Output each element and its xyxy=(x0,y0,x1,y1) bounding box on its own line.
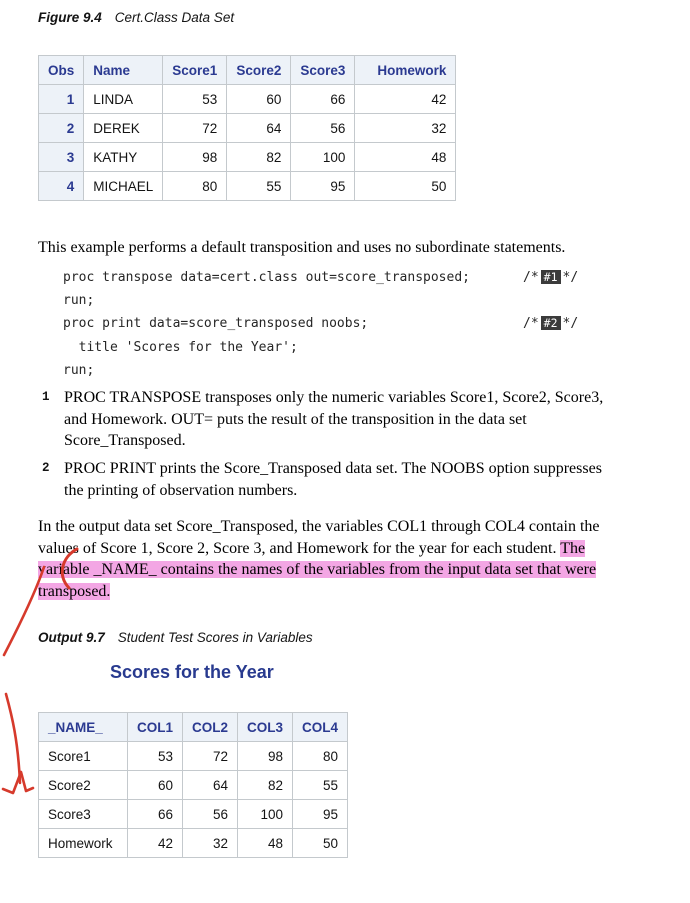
table-cell: 48 xyxy=(238,829,293,858)
code-line xyxy=(63,266,663,289)
table-row xyxy=(39,742,348,771)
annotation-down-arrowhead xyxy=(3,772,33,793)
result-paragraph xyxy=(38,516,600,602)
table-cell: 42 xyxy=(355,85,456,114)
table-cell: 42 xyxy=(128,829,183,858)
column-header: COL2 xyxy=(183,713,238,742)
code-line xyxy=(63,336,663,359)
column-header: Obs xyxy=(39,56,84,85)
table-cell: 66 xyxy=(291,85,355,114)
annotation-curved-line-lower xyxy=(6,694,20,783)
list-number: 2 xyxy=(42,461,50,475)
table-row xyxy=(39,771,348,800)
table-cell: 50 xyxy=(293,829,348,858)
paragraph-line xyxy=(38,516,600,538)
table-cell: 48 xyxy=(355,143,456,172)
output-caption-label: Output 9.7 xyxy=(38,630,105,645)
explanation-item-1 xyxy=(42,387,672,452)
table-cell: 80 xyxy=(163,172,227,201)
column-header: COL4 xyxy=(293,713,348,742)
table-cell: 95 xyxy=(293,800,348,829)
table-header-row xyxy=(39,713,348,742)
table-cell: 1 xyxy=(39,85,84,114)
column-header: Score2 xyxy=(227,56,291,85)
table-row xyxy=(39,172,456,201)
table-cell: Score3 xyxy=(39,800,128,829)
list-text-line: PROC PRINT prints the Score_Transposed data set. The NOOBS option suppresses xyxy=(64,460,602,477)
table-cell: 50 xyxy=(355,172,456,201)
column-header: Homework xyxy=(355,56,456,85)
paragraph-line xyxy=(38,538,600,560)
list-item-text xyxy=(64,458,672,501)
list-number: 1 xyxy=(42,390,50,404)
paragraph-line xyxy=(38,581,600,603)
figure-caption xyxy=(38,10,234,25)
table-cell: 98 xyxy=(238,742,293,771)
table-cell: 56 xyxy=(183,800,238,829)
paragraph-text: In the output data set Score_Transposed, the variables COL1 through COL4 contain the xyxy=(38,518,600,535)
table-cell: MICHAEL xyxy=(84,172,163,201)
explanation-item-2 xyxy=(42,458,672,501)
code-line xyxy=(63,359,663,382)
table-cell: Score2 xyxy=(39,771,128,800)
table-cell: 32 xyxy=(355,114,456,143)
transposed-output-table xyxy=(38,712,348,858)
table-row xyxy=(39,114,456,143)
table-cell: 80 xyxy=(293,742,348,771)
table-cell: KATHY xyxy=(84,143,163,172)
paragraph-line xyxy=(38,559,600,581)
code-step-badge: #2 xyxy=(541,316,561,330)
table-cell: DEREK xyxy=(84,114,163,143)
intro-paragraph: This example performs a default transposition and uses no subordinate statements. xyxy=(38,239,566,256)
column-header: Score1 xyxy=(163,56,227,85)
table-cell: 3 xyxy=(39,143,84,172)
list-text-line: the printing of observation numbers. xyxy=(64,481,298,499)
list-text-line: PROC TRANSPOSE transposes only the numeric variables Score1, Score2, Score3, xyxy=(64,389,604,406)
figure-caption-title: Cert.Class Data Set xyxy=(114,10,235,25)
code-text: run; xyxy=(63,362,95,378)
paragraph-text: values of Score 1, Score 2, Score 3, and Homework for the year for each student. xyxy=(38,539,561,557)
highlighted-text: transposed. xyxy=(38,582,111,600)
column-header: Score3 xyxy=(291,56,355,85)
table-row xyxy=(39,143,456,172)
list-text-line: Score_Transposed. xyxy=(64,432,186,449)
table-row xyxy=(39,829,348,858)
table-cell: 53 xyxy=(128,742,183,771)
list-item-text xyxy=(64,387,672,452)
table-cell: 60 xyxy=(227,85,291,114)
column-header: COL1 xyxy=(128,713,183,742)
code-step-badge: #1 xyxy=(541,270,561,284)
table-cell: LINDA xyxy=(84,85,163,114)
code-comment: /* #2 */ xyxy=(523,316,579,332)
cert-class-data-table xyxy=(38,55,456,201)
table-cell: 100 xyxy=(238,800,293,829)
column-header: _NAME_ xyxy=(39,713,128,742)
report-title: Scores for the Year xyxy=(110,662,274,682)
table-cell: 82 xyxy=(238,771,293,800)
highlighted-text: The xyxy=(560,539,586,557)
table-cell: 55 xyxy=(293,771,348,800)
table-cell: 100 xyxy=(291,143,355,172)
code-text: run; xyxy=(63,293,95,309)
code-text: proc transpose data=cert.class out=score_transposed; xyxy=(63,270,470,285)
figure-caption-label: Figure 9.4 xyxy=(38,10,102,25)
output-caption xyxy=(38,630,313,645)
code-comment: /* #1 */ xyxy=(523,270,579,285)
output-caption-title: Student Test Scores in Variables xyxy=(117,630,313,645)
table-cell: 55 xyxy=(227,172,291,201)
highlighted-text: variable _NAME_ contains the names of the variables from the input data set that were xyxy=(38,561,597,578)
table-cell: 64 xyxy=(227,114,291,143)
table-cell: 60 xyxy=(128,771,183,800)
table-cell: Homework xyxy=(39,829,128,858)
code-line xyxy=(63,289,663,312)
table-cell: 72 xyxy=(183,742,238,771)
table-cell: 98 xyxy=(163,143,227,172)
table-cell: 53 xyxy=(163,85,227,114)
table-row xyxy=(39,85,456,114)
code-text: title 'Scores for the Year'; xyxy=(63,339,298,355)
table-header-row xyxy=(39,56,456,85)
table-cell: 66 xyxy=(128,800,183,829)
table-cell: Score1 xyxy=(39,742,128,771)
table-cell: 4 xyxy=(39,172,84,201)
table-cell: 82 xyxy=(227,143,291,172)
list-text-line: and Homework. OUT= puts the result of the transposition in the data set xyxy=(64,410,527,428)
column-header: Name xyxy=(84,56,163,85)
table-cell: 64 xyxy=(183,771,238,800)
code-line xyxy=(63,312,663,335)
table-cell: 72 xyxy=(163,114,227,143)
column-header: COL3 xyxy=(238,713,293,742)
table-cell: 95 xyxy=(291,172,355,201)
table-row xyxy=(39,800,348,829)
table-cell: 2 xyxy=(39,114,84,143)
sas-code-block xyxy=(63,266,663,382)
table-cell: 56 xyxy=(291,114,355,143)
code-text: proc print data=score_transposed noobs; xyxy=(63,316,369,332)
table-cell: 32 xyxy=(183,829,238,858)
